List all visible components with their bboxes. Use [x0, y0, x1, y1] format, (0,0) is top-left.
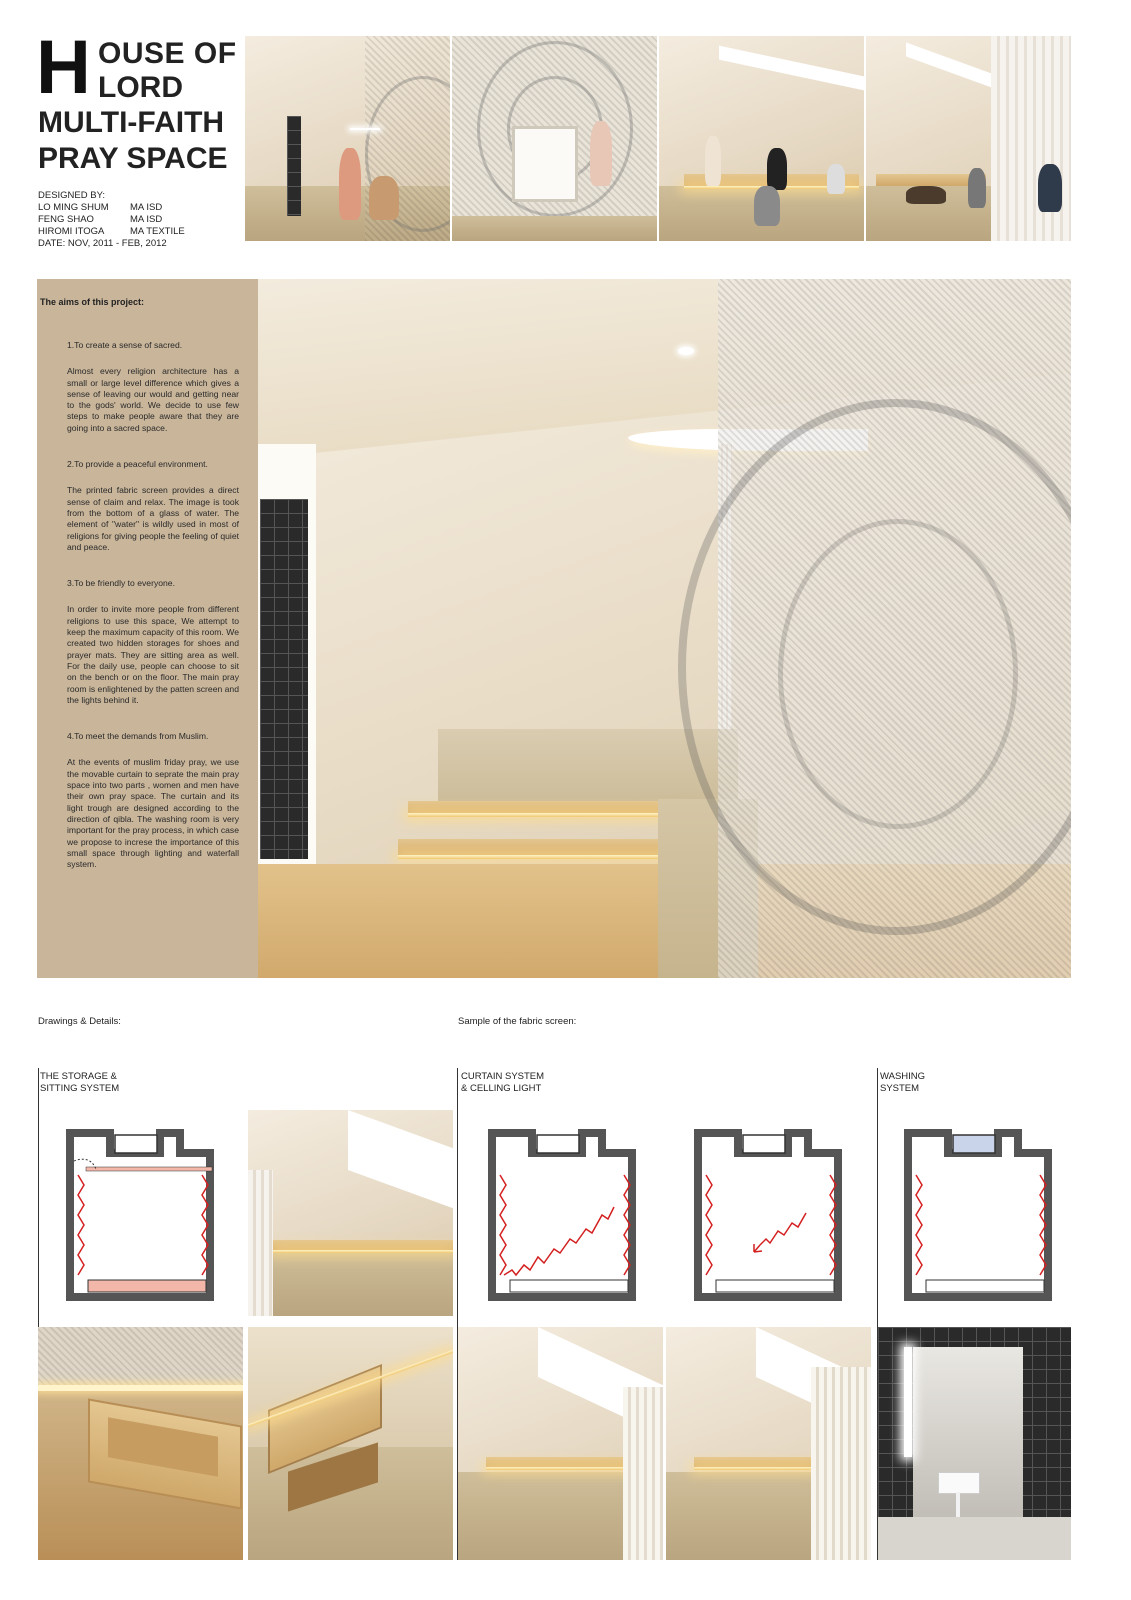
aims-heading: The aims of this project:: [40, 297, 145, 307]
title-line-3: MULTI-FAITH: [38, 106, 225, 139]
aim-title: 2.To provide a peaceful environment.: [67, 459, 208, 470]
render-bench-people: [659, 36, 864, 241]
credit-row: LO MING SHUM MA ISD: [38, 202, 163, 213]
render-curtain-prayer: [866, 36, 1071, 241]
credit-row: FENG SHAO MA ISD: [38, 214, 163, 225]
aim-body: At the events of muslim friday pray, we use the movable curtain to seprate the main pray space into two parts , women and men have their own pray space. The curtain and its light trough are designed according to the direction of qibla. The washing room is very important for the pray process, in which case we propose to increse the importance of this small space through lighting and waterfall system.: [67, 757, 239, 870]
aim-title: 3.To be friendly to everyone.: [67, 578, 175, 589]
render-fabric-screen: [452, 36, 657, 241]
curtain-label: CURTAIN SYSTEM & CELLING LIGHT: [461, 1071, 545, 1094]
render-entrance: [245, 36, 450, 241]
render-curtain-open: [458, 1327, 663, 1560]
plan-curtain-b: [688, 1125, 848, 1305]
render-bench-detail: [248, 1110, 453, 1316]
aim-title: 4.To meet the demands from Muslim.: [67, 731, 209, 742]
title-line-4: PRAY SPACE: [38, 142, 228, 175]
title-line-1: OUSE OF: [98, 37, 237, 70]
render-storage-lid: [248, 1327, 453, 1560]
sample-label: Sample of the fabric screen:: [458, 1016, 577, 1027]
title-initial: H: [36, 25, 91, 110]
credits: [38, 190, 185, 250]
plan-curtain-a: [482, 1125, 642, 1305]
aim-body: In order to invite more people from different religions to use this space, We attempt to keep the maximum capacity of this room. We created two hidden storages for shoes and prayer mats. They are sitting area as well. For the daily use, people can choose to sit on the bench or on the floor. The main pray room is enlightened by the patten screen and the lights behind it.: [67, 604, 239, 705]
washing-label: WASHING SYSTEM: [880, 1071, 926, 1094]
drawings-label: Drawings & Details:: [38, 1016, 121, 1027]
plan-storage: [60, 1125, 220, 1305]
storage-label: THE STORAGE & SITTING SYSTEM: [40, 1071, 120, 1094]
render-washing-room: [878, 1327, 1071, 1560]
aims-text: [67, 340, 239, 881]
aim-body: Almost every religion architecture has a small or large level difference which gives a sense of leaving our would and getting near to the gods' world. We decide to use few steps to make people aware that they are going into a sacred space.: [67, 366, 239, 433]
aim-body: The printed fabric screen provides a direct sense of claim and relax. The image is took from the bottom of a glass of water. The element of "water" is wildly used in most of religions for giving people the feeling of quiet and peace.: [67, 485, 239, 552]
aim-title: 1.To create a sense of sacred.: [67, 340, 183, 350]
render-curtain-closed: [666, 1327, 871, 1560]
credits-heading: DESIGNED BY:: [38, 190, 106, 201]
credit-row: HIROMI ITOGA MA TEXTILE: [38, 226, 185, 237]
render-main-interior: [258, 279, 1071, 978]
credits-date: DATE: NOV, 2011 - FEB, 2012: [38, 238, 167, 249]
plan-washing: [898, 1125, 1058, 1305]
render-drawer-open: [38, 1327, 243, 1560]
title-line-2: LORD: [98, 71, 183, 104]
